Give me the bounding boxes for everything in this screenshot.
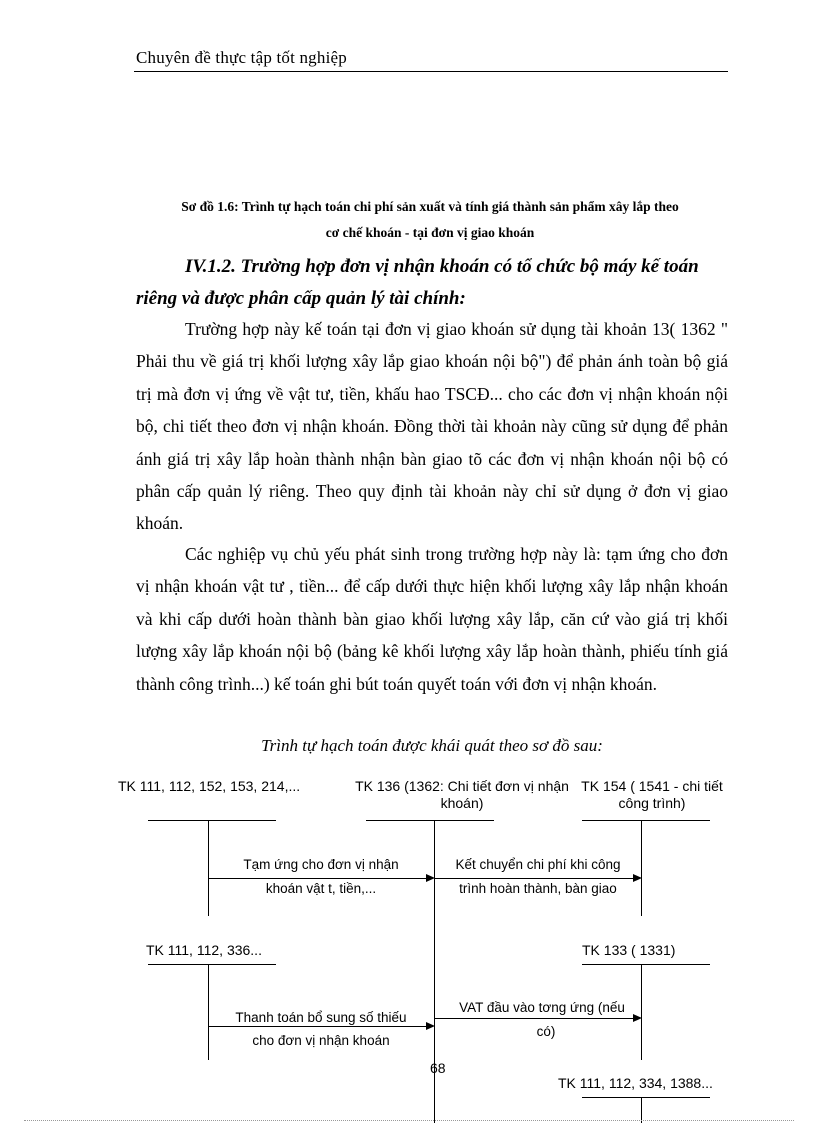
- arrow-payment-line: [208, 1026, 426, 1027]
- page-number: 68: [430, 1060, 446, 1076]
- t-account-rule-tk133: [582, 964, 710, 965]
- arrow-label-vat-line2: có): [536, 1024, 556, 1039]
- arrow-label-transfer-line2: trình hoàn thành, bàn giao: [459, 881, 617, 896]
- t-account-stem-tk111-top: [208, 820, 209, 916]
- diagram-caption-line1: Sơ đồ 1.6: Trình tự hạch toán chi phí sản xuất và tính giá thành sản phẩm xây lắp theo: [181, 199, 679, 214]
- account-label-tk111-mid: TK 111, 112, 336...: [146, 942, 262, 958]
- t-account-stem-tk136: [434, 820, 435, 1123]
- arrow-payment-head: [426, 1022, 435, 1030]
- account-label-tk136: TK 136 (1362: Chi tiết đơn vị nhận khoán): [355, 778, 569, 811]
- arrow-advance-line: [208, 878, 426, 879]
- arrow-label-advance-line2: khoán vật t, tiền,...: [265, 881, 377, 896]
- t-account-rule-tk111-mid: [148, 964, 276, 965]
- document-header-title: Chuyên đề thực tập tốt nghiệp: [136, 48, 347, 67]
- diagram-intro: Trình tự hạch toán được khái quát theo sơ đồ sau:: [261, 736, 603, 755]
- account-label-tk111-top: TK 111, 112, 152, 153, 214,...: [118, 778, 301, 794]
- account-label-tk111-bottom: TK 111, 112, 334, 1388...: [558, 1075, 713, 1091]
- paragraph-2: Các nghiệp vụ chủ yếu phát sinh trong trường hợp này là: tạm ứng cho đơn vị nhận khoán vật tư , tiền... để cấp dưới thực hiện khối lượng xây lắp nhận khoán và khi cấp dưới hoàn thành bàn giao khối lượng xây lắp, căn cứ vào giá trị khối lượng xây lắp khoán nội bộ (bảng kê khối lượng xây lắp hoàn thành, phiếu tính giá thành công trình...) kế toán ghi bút toán quyết toán với đơn vị nhận khoán.: [136, 544, 728, 694]
- header-rule: [134, 71, 728, 72]
- page-bottom-dotted-rule: [24, 1120, 794, 1121]
- account-label-tk133: TK 133 ( 1331): [582, 942, 676, 958]
- arrow-label-payment-line2: cho đơn vị nhận khoán: [252, 1033, 390, 1048]
- t-account-stem-tk154: [641, 820, 642, 916]
- arrow-transfer-line: [434, 878, 633, 879]
- t-account-rule-tk136: [366, 820, 494, 821]
- t-account-rule-tk111-top: [148, 820, 276, 821]
- paragraph-1: Trường hợp này kế toán tại đơn vị giao khoán sử dụng tài khoản 13( 1362 " Phải thu về giá trị khối lượng xây lắp giao khoán nội bộ") để phản ánh toàn bộ giá trị mà đơn vị ứng về vật tư, tiền, khấu hao TSCĐ... cho các đơn vị nhận khoán nội bộ, chi tiết theo đơn vị nhận khoán. Đồng thời tài khoản này cũng sử dụng để phản ánh giá trị xây lắp hoàn thành nhận bàn giao tõ các đơn vị nhận khoán nội bộ có phân cấp quản lý riêng. Theo quy định tài khoản này chỉ sử dụng ở đơn vị giao khoán.: [136, 319, 728, 534]
- arrow-label-payment-line1: Thanh toán bổ sung số thiếu: [235, 1010, 407, 1025]
- arrow-vat-line: [434, 1018, 633, 1019]
- diagram-caption-line2: cơ chế khoán - tại đơn vị giao khoán: [325, 225, 535, 240]
- t-account-rule-tk154: [582, 820, 710, 821]
- arrow-label-advance-line1: Tạm ứng cho đơn vị nhận: [243, 857, 399, 872]
- account-label-tk154: TK 154 ( 1541 - chi tiết công trình): [581, 778, 723, 811]
- t-account-stem-tk111-mid: [208, 964, 209, 1060]
- t-account-rule-tk111-bottom: [582, 1097, 710, 1098]
- arrow-label-transfer-line1: Kết chuyển chi phí khi công: [455, 857, 621, 872]
- section-heading: IV.1.2. Trường hợp đơn vị nhận khoán có tổ chức bộ máy kế toán riêng và được phân cấp quản lý tài chính:: [136, 256, 699, 309]
- arrow-label-vat-line1: VAT đầu vào tơng ứng (nếu: [459, 1000, 625, 1015]
- arrow-vat-head: [633, 1014, 642, 1022]
